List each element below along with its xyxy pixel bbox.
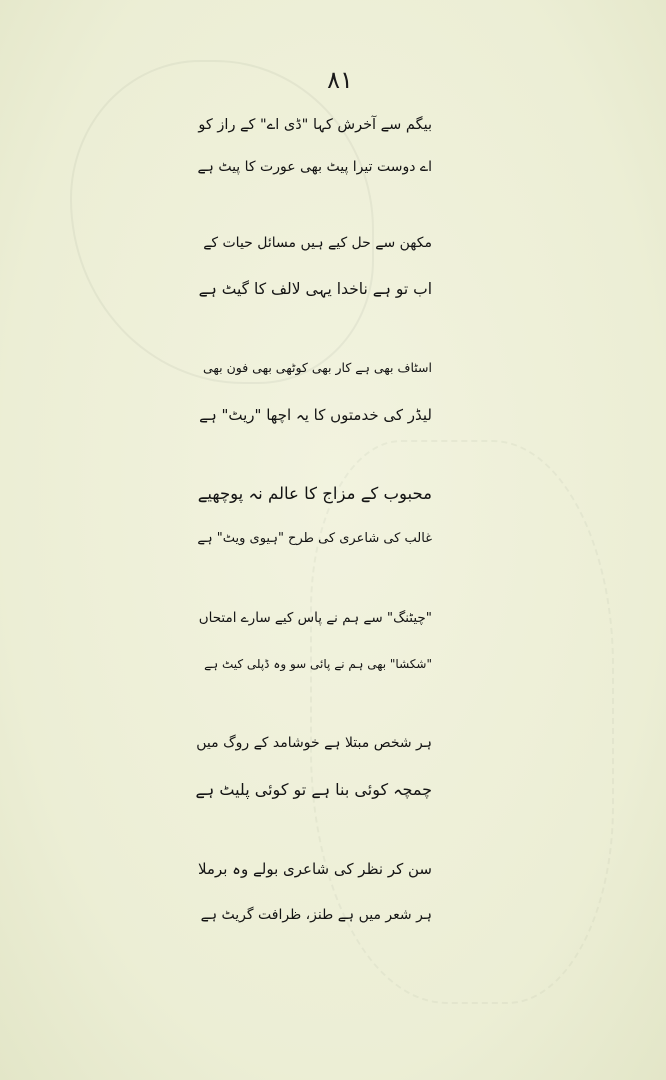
verse-7-line-2: ہر شعر میں ہے طنز، ظرافت گریٹ ہے: [200, 907, 432, 923]
verse-2-line-1: مکھن سے حل کیے ہیں مسائل حیات کے: [203, 235, 432, 251]
verse-3-line-1: اسٹاف بھی ہے کار بھی کوٹھی بھی فون بھی: [202, 360, 432, 375]
verse-1-line-1: بیگم سے آخرش کہا "ڈی اے" کے راز کو: [198, 117, 432, 133]
verse-7-line-1: سن کر نظر کی شاعری بولے وہ برملا: [197, 860, 432, 878]
verse-4-line-1: محبوب کے مزاج کا عالم نہ پوچھیے: [197, 484, 432, 503]
verse-6-line-2: چمچہ کوئی بنا ہے تو کوئی پلیٹ ہے: [195, 780, 432, 799]
verse-1-line-2: اے دوست تیرا پیٹ بھی عورت کا پیٹ ہے: [197, 159, 432, 175]
verse-5-line-2: "شکشا" بھی ہم نے پائی سو وہ ڈپلی کیٹ ہے: [204, 657, 432, 671]
verse-2-line-2: اب تو ہے ناخدا یہی لالف کا گیٹ ہے: [198, 280, 432, 298]
verse-6-line-1: ہر شخص مبتلا ہے خوشامد کے روگ میں: [196, 735, 432, 751]
page-number: ۸۱: [327, 66, 353, 94]
verse-5-line-1: "چیٹنگ" سے ہم نے پاس کیے سارے امتحاں: [198, 610, 432, 626]
verse-3-line-2: لیڈر کی خدمتوں کا یہ اچھا "ریٹ" ہے: [199, 406, 432, 424]
verse-4-line-2: غالب کی شاعری کی طرح "ہیوی ویٹ" ہے: [197, 531, 432, 546]
